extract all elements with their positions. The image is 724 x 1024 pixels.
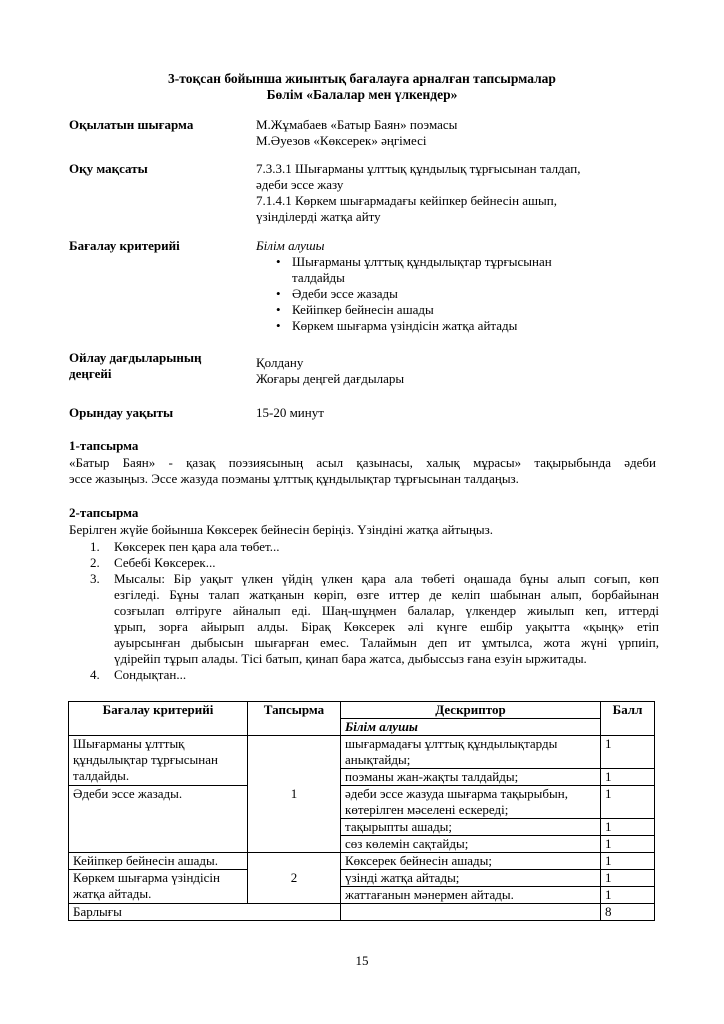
score-cell: 1 <box>601 836 655 853</box>
criteria-cell: Көркем шығарма үзіндісін жатқа айтады. <box>69 870 248 904</box>
step-number: 4. <box>90 667 100 682</box>
descriptor-cell: әдеби эссе жазуда шығарма тақырыбын, көтерілген мәселені ескереді; <box>341 786 601 819</box>
criteria-item-text: Шығарманы ұлттық құндылықтар тұрғысынан <box>292 254 552 269</box>
criteria-cell: Әдеби эссе жазады. <box>69 786 248 853</box>
table-row <box>69 853 655 870</box>
task-cell: 2 <box>248 853 341 904</box>
total-label: Барлығы <box>69 904 341 921</box>
level-label-line: деңгейі <box>69 366 112 381</box>
total-empty-cell <box>341 904 601 921</box>
table-row <box>69 736 655 769</box>
task1-line: «Батыр Баян» - қазақ поэзиясының асыл қазынасы, халық мұрасы» тақырыбында әдеби <box>69 455 656 470</box>
level-line: Жоғары деңгей дағдылары <box>256 371 405 386</box>
step-line: Көксерек пен қара ала төбет... <box>114 539 280 554</box>
score-cell: 1 <box>601 870 655 887</box>
task2-steps <box>69 539 659 683</box>
task-cell: 1 <box>248 736 341 853</box>
step-item <box>69 539 659 555</box>
criteria-cell: Шығарманы ұлттық құндылықтар тұрғысынан талдайды. <box>69 736 248 786</box>
descriptor-cell: тақырыпты ашады; <box>341 819 601 836</box>
time-value <box>256 405 666 421</box>
section-title: Бөлім «Балалар мен үлкендер» <box>266 87 458 102</box>
criteria-label: Бағалау критерийі <box>69 238 180 253</box>
criteria-item-text: Әдеби эссе жазады <box>292 286 398 301</box>
descriptor-cell: жаттағанын мәнермен айтады. <box>341 887 601 904</box>
time-label: Орындау уақыты <box>69 405 174 420</box>
step-number: 1. <box>90 539 100 554</box>
document-title: 3-тоқсан бойынша жиынтық бағалауға арналған тапсырмалар <box>168 71 556 86</box>
total-score: 8 <box>601 904 655 921</box>
step-line: ауырсынған дыбысын шығарған емес. Талаймын деп ит ұмтылса, жота жүні үрпиіп, <box>114 635 659 650</box>
goal-line: 7.3.3.1 Шығарманы ұлттық құндылық тұрғысынан талдап, <box>256 161 581 176</box>
goal-label: Оқу мақсаты <box>69 161 148 176</box>
step-line: Себебі Көксерек... <box>114 555 216 570</box>
work-label: Оқылатын шығарма <box>69 117 194 132</box>
criteria-item <box>256 302 666 318</box>
header-criteria: Бағалау критерийі <box>69 702 248 736</box>
criteria-item-text: талдайды <box>292 270 345 285</box>
work-value <box>256 117 666 149</box>
descriptor-cell: шығармадағы ұлттық құндылықтарды анықтайды; <box>341 736 601 769</box>
goal-line: үзінділерді жатқа айту <box>256 209 381 224</box>
criteria-list <box>256 254 666 334</box>
level-label <box>69 350 249 382</box>
level-line: Қолдану <box>256 355 304 370</box>
criteria-item <box>256 254 666 286</box>
criteria-item-text: Көркем шығарма үзіндісін жатқа айтады <box>292 318 518 333</box>
step-item <box>69 571 659 667</box>
table-header-row <box>69 702 655 719</box>
table-row <box>69 870 655 887</box>
step-line: Сондықтан... <box>114 667 187 682</box>
step-line: ұрып, зорға айырып алды. Бірақ Көксерек әлі күнге ешбір уақытта «қыңқ» етіп <box>114 619 659 634</box>
task1-heading: 1-тапсырма <box>69 438 139 453</box>
step-line: созғылап өлтіруге айналып еді. Шаң-шұңмен балалар, үлкендер жиылып кеп, иттерді <box>114 603 659 618</box>
subheader-student: Білім алушы <box>341 719 601 736</box>
time-value-text: 15-20 минут <box>256 405 324 420</box>
descriptor-cell: сөз көлемін сақтайды; <box>341 836 601 853</box>
task1-text <box>69 455 656 487</box>
descriptor-cell: үзінді жатқа айтады; <box>341 870 601 887</box>
criteria-intro: Білім алушы <box>256 238 325 253</box>
table-row <box>69 786 655 819</box>
step-item <box>69 667 659 683</box>
score-cell: 1 <box>601 736 655 769</box>
rubric-table <box>68 701 655 921</box>
score-cell: 1 <box>601 819 655 836</box>
score-cell: 1 <box>601 887 655 904</box>
score-cell: 1 <box>601 769 655 786</box>
criteria-cell: Кейіпкер бейнесін ашады. <box>69 853 248 870</box>
level-label-line: Ойлау дағдыларының <box>69 350 202 365</box>
page-number: 15 <box>355 953 369 968</box>
goal-line: әдеби эссе жазу <box>256 177 344 192</box>
bullet-icon: • <box>276 286 281 301</box>
criteria-item <box>256 318 666 334</box>
task2-heading: 2-тапсырма <box>69 505 139 520</box>
step-number: 2. <box>90 555 100 570</box>
criteria-value <box>256 238 666 334</box>
step-line: Мысалы: Бір уақыт үлкен үйдің үлкен қара ала төбеті оңашада бұны алып соғып, көп <box>114 571 659 586</box>
header-score: Балл <box>601 702 655 736</box>
step-line: езгіледі. Бұны талап жатқанын көріп, өзге иттер де келіп шабынан алып, борбайынан <box>114 587 659 602</box>
criteria-item <box>256 286 666 302</box>
step-line: үдірейіп тұрып алады. Тісі батып, қинап бара жатса, дыбыссыз ғана езуін ыржитады. <box>114 651 587 666</box>
criteria-item-text: Кейіпкер бейнесін ашады <box>292 302 434 317</box>
bullet-icon: • <box>276 254 281 269</box>
descriptor-cell: Көксерек бейнесін ашады; <box>341 853 601 870</box>
task2-intro <box>69 522 656 538</box>
bullet-icon: • <box>276 318 281 333</box>
step-number: 3. <box>90 571 100 586</box>
bullet-icon: • <box>276 302 281 317</box>
header-descriptor: Дескриптор <box>341 702 601 719</box>
goal-value <box>256 161 666 225</box>
work-line: М.Жұмабаев «Батыр Баян» поэмасы <box>256 117 458 132</box>
step-item <box>69 555 659 571</box>
task1-line: эссе жазыңыз. Эссе жазуда поэманы ұлттық құндылықтар тұрғысынан талдаңыз. <box>69 471 519 486</box>
goal-line: 7.1.4.1 Көркем шығармадағы кейіпкер бейнесін ашып, <box>256 193 557 208</box>
descriptor-cell: поэманы жан-жақты талдайды; <box>341 769 601 786</box>
table-total-row <box>69 904 655 921</box>
score-cell: 1 <box>601 786 655 819</box>
work-line: М.Әуезов «Көксерек» әңгімесі <box>256 133 427 148</box>
level-value <box>256 355 666 387</box>
score-cell: 1 <box>601 853 655 870</box>
task2-intro-text: Берілген жүйе бойынша Көксерек бейнесін беріңіз. Үзіндіні жатқа айтыңыз. <box>69 522 494 537</box>
header-task: Тапсырма <box>248 702 341 736</box>
